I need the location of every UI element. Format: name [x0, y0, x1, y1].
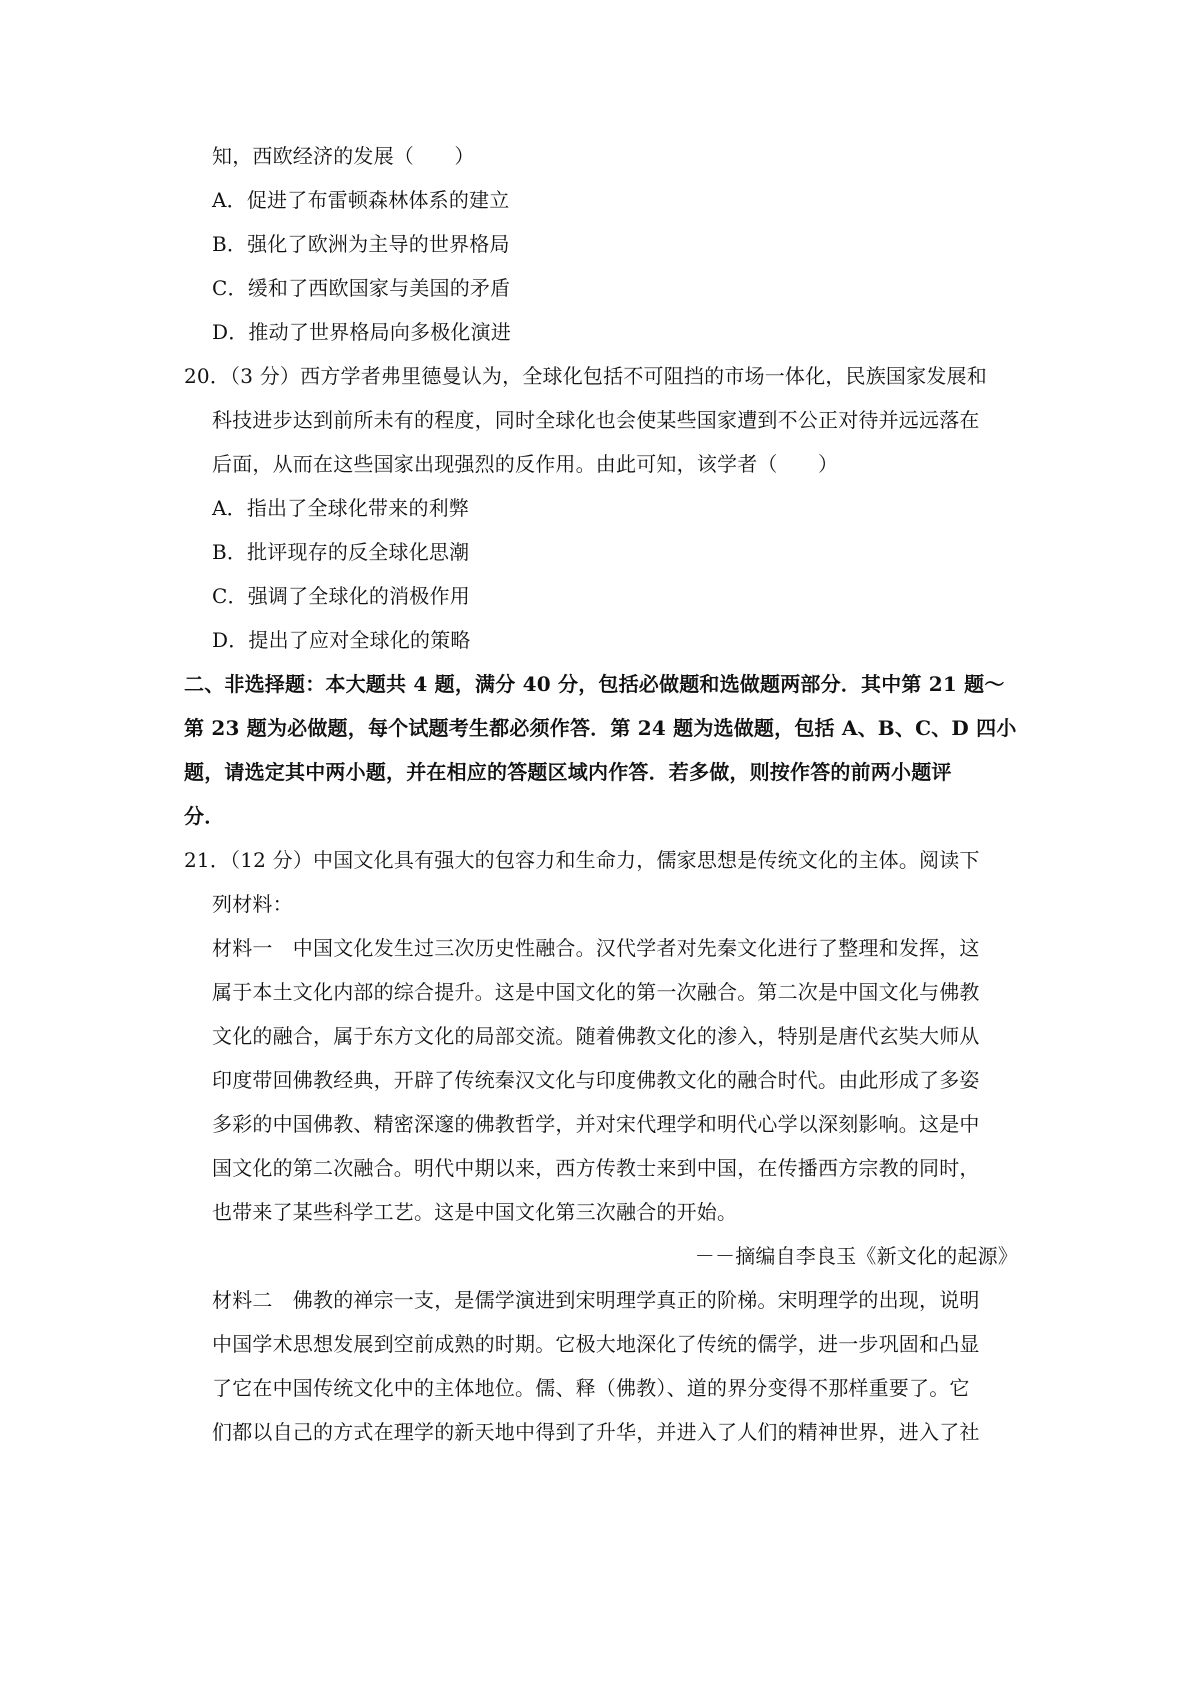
material1-line: 属于本土文化内部的综合提升。这是中国文化的第一次融合。第二次是中国文化与佛教 [212, 980, 980, 1004]
q19-stem-tail: 知，西欧经济的发展（ ） [212, 144, 475, 168]
q19-option-d: D．推动了世界格局向多极化演进 [212, 320, 512, 344]
section2-heading-line1: 二、非选择题：本大题共 4 题，满分 40 分，包括必做题和选做题两部分．其中第 21 题～ [184, 672, 1005, 696]
material2-line: 们都以自己的方式在理学的新天地中得到了升华，并进入了人们的精神世界，进入了社 [212, 1420, 980, 1444]
q20-option-c: C．强调了全球化的消极作用 [212, 584, 470, 608]
material1-line: 国文化的第二次融合。明代中期以来，西方传教士来到中国，在传播西方宗教的同时， [212, 1156, 980, 1180]
q19-option-a: A．促进了布雷顿森林体系的建立 [212, 188, 510, 212]
material1-line: 多彩的中国佛教、精密深邃的佛教哲学，并对宋代理学和明代心学以深刻影响。这是中 [212, 1112, 980, 1136]
section2-heading-line2: 第 23 题为必做题，每个试题考生都必须作答．第 24 题为选做题，包括 A、B、C、D 四小 [184, 716, 1017, 740]
q20-stem-line2: 科技进步达到前所未有的程度，同时全球化也会使某些国家遭到不公正对待并远远落在 [212, 408, 980, 432]
q19-option-b: B．强化了欧洲为主导的世界格局 [212, 232, 510, 256]
q20-option-a: A．指出了全球化带来的利弊 [212, 496, 470, 520]
material1-line: 文化的融合，属于东方文化的局部交流。随着佛教文化的渗入，特别是唐代玄奘大师从 [212, 1024, 980, 1048]
material1-line: 也带来了某些科学工艺。这是中国文化第三次融合的开始。 [212, 1200, 738, 1224]
q21-stem-line1: 21．（12 分）中国文化具有强大的包容力和生命力，儒家思想是传统文化的主体。阅读下 [184, 848, 980, 872]
material1-line: 材料一 中国文化发生过三次历史性融合。汉代学者对先秦文化进行了整理和发挥，这 [212, 936, 980, 960]
q20-stem-line3: 后面，从而在这些国家出现强烈的反作用。由此可知，该学者（ ） [212, 452, 839, 476]
section2-heading-line4: 分． [184, 804, 225, 828]
material2-line: 材料二 佛教的禅宗一支，是儒学演进到宋明理学真正的阶梯。宋明理学的出现，说明 [212, 1288, 980, 1312]
material1-line: 印度带回佛教经典，开辟了传统秦汉文化与印度佛教文化的融合时代。由此形成了多姿 [212, 1068, 980, 1092]
q20-option-b: B．批评现存的反全球化思潮 [212, 540, 470, 564]
material1-source: －－摘编自李良玉《新文化的起源》 [694, 1244, 1018, 1268]
q20-stem-line1: 20．（3 分）西方学者弗里德曼认为，全球化包括不可阻挡的市场一体化，民族国家发展和 [184, 364, 987, 388]
section2-heading-line3: 题，请选定其中两小题，并在相应的答题区域内作答．若多做，则按作答的前两小题评 [184, 760, 952, 784]
q19-option-c: C．缓和了西欧国家与美国的矛盾 [212, 276, 511, 300]
q20-option-d: D．提出了应对全球化的策略 [212, 628, 471, 652]
material2-line: 中国学术思想发展到空前成熟的时期。它极大地深化了传统的儒学，进一步巩固和凸显 [212, 1332, 980, 1356]
q21-stem-line2: 列材料： [212, 892, 293, 916]
material2-line: 了它在中国传统文化中的主体地位。儒、释（佛教）、道的界分变得不那样重要了。它 [212, 1376, 970, 1400]
